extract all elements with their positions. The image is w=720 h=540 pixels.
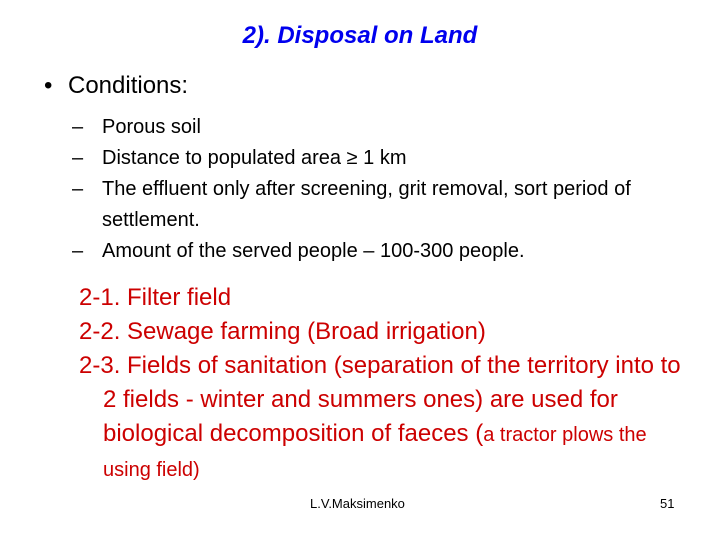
option-sewage-farming: 2-2. Sewage farming (Broad irrigation) bbox=[79, 318, 486, 345]
conditions-bullet bbox=[44, 72, 188, 100]
footer-author: L.V.Maksimenko bbox=[310, 496, 405, 511]
condition-item bbox=[72, 143, 672, 174]
condition-text: Porous soil bbox=[102, 116, 201, 138]
condition-text: The effluent only after screening, grit removal, sort period of settlement. bbox=[102, 178, 631, 231]
condition-text: Amount of the served people – 100-300 people. bbox=[102, 240, 525, 262]
dash-marker: – bbox=[72, 240, 84, 262]
option-filter-field: 2-1. Filter field bbox=[79, 284, 232, 311]
dash-marker: – bbox=[72, 116, 84, 138]
option-fields-of-sanitation bbox=[79, 349, 689, 487]
condition-item bbox=[72, 112, 672, 143]
disposal-options-list bbox=[79, 281, 689, 487]
conditions-list bbox=[72, 112, 672, 267]
bullet-dot: • bbox=[44, 72, 53, 99]
dash-marker: – bbox=[72, 178, 84, 200]
page-number: 51 bbox=[660, 496, 675, 511]
condition-item bbox=[72, 236, 672, 267]
condition-item bbox=[72, 174, 672, 236]
option-3-text: 2-3. Fields of sanitation (separation of the territory into to 2 fields - winter and summers ones) are used for biological decomposition of faeces ( bbox=[79, 352, 681, 447]
option-3-small-text: a tractor plows the using field) bbox=[103, 424, 647, 481]
dash-marker: – bbox=[72, 147, 84, 169]
conditions-label: Conditions: bbox=[68, 72, 189, 99]
condition-text: Distance to populated area ≥ 1 km bbox=[102, 147, 407, 169]
slide-title: 2). Disposal on Land bbox=[242, 22, 478, 49]
